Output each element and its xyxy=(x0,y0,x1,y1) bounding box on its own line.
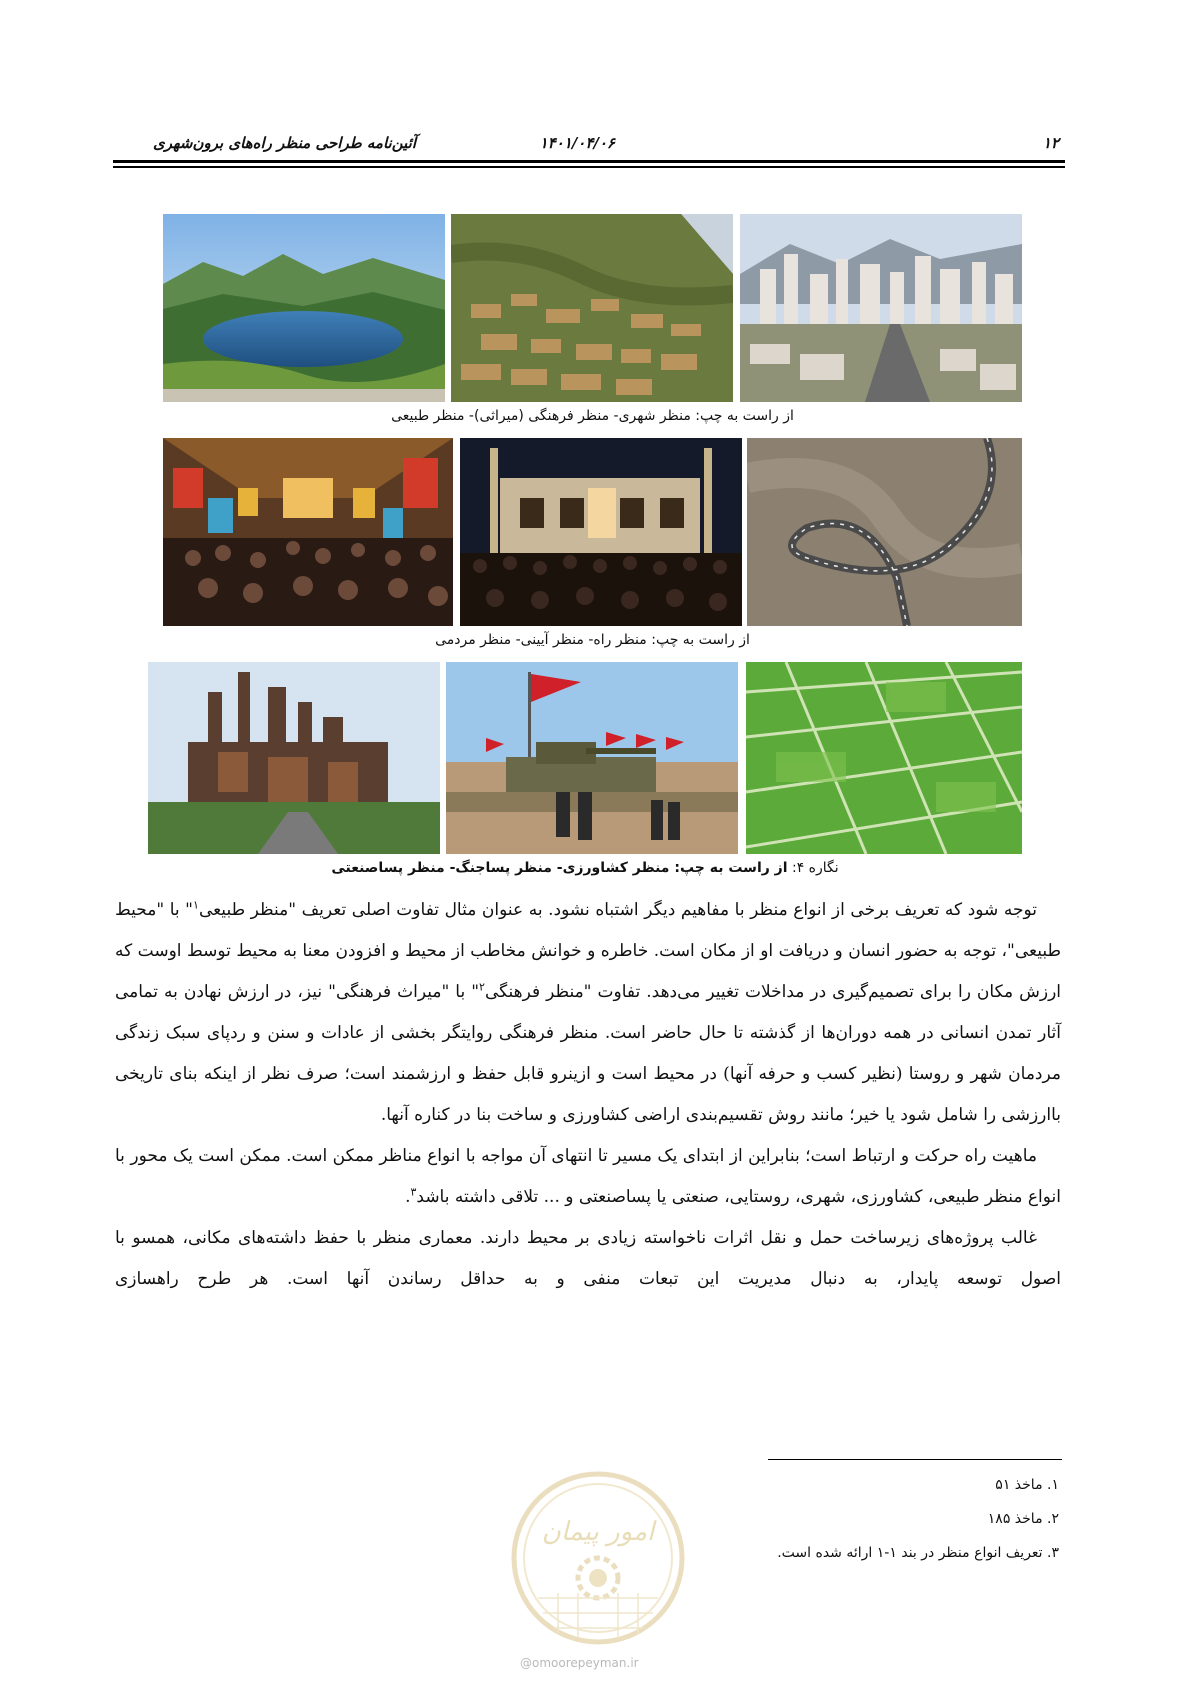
footnote-2: ۲. ماخذ ۱۸۵ xyxy=(987,1511,1059,1527)
photo-agricultural xyxy=(746,662,1022,854)
page-header xyxy=(113,128,1065,160)
paragraph-2-part-b: . xyxy=(405,1187,411,1207)
header-rule-thick xyxy=(113,160,1065,163)
footnotes xyxy=(777,1468,1059,1570)
photo-urban-landscape xyxy=(740,214,1022,402)
figure-label: نگاره ۴: xyxy=(791,860,839,876)
paragraph-3: غالب پروژه‌های زیرساخت حمل و نقل اثرات ناخواسته زیادی بر محیط دارند. معماری منظر با حفظ داشته‌های مکانی، همسو با اصول توسعه پایدار، به دنبال مدیریت این تبعات منفی و به حداقل رساندن آنها است. هر طرح راهسازی xyxy=(115,1228,1061,1289)
footnote-1: ۱. ماخذ ۵۱ xyxy=(995,1477,1059,1493)
header-rule-thin xyxy=(113,166,1065,168)
photo-ritual-gathering xyxy=(460,438,742,626)
body-text xyxy=(115,890,1061,1300)
paragraph-1-part-a: توجه شود که تعریف برخی از انواع منظر با مفاهیم دیگر اشتباه نشود. به عنوان مثال تفاوت اصلی تعریف "منظر طبیعی xyxy=(198,900,1037,920)
paragraph-1 xyxy=(115,890,1061,1136)
photo-post-industrial xyxy=(148,662,440,854)
paragraph-2 xyxy=(115,1136,1061,1218)
footnote-ref-3[interactable]: ۳ xyxy=(410,1185,417,1199)
figure-caption-row1: از راست به چپ: منظر شهری- منظر فرهنگی (میراثی)- منظر طبیعی xyxy=(391,408,794,424)
header-date: ۱۴۰۱/۰۴/۰۶ xyxy=(539,134,615,152)
figure-caption-row3 xyxy=(148,860,1022,876)
footnote-rule xyxy=(768,1459,1062,1460)
photo-mountain-road xyxy=(747,438,1022,626)
header-title: آئین‌نامه طراحی منظر راه‌های برون‌شهری xyxy=(153,134,416,152)
figure-caption-row2: از راست به چپ: منظر راه- منظر آیینی- منظر مردمی xyxy=(435,632,750,648)
paragraph-1-part-c: " با "میراث فرهنگی" نیز، در ارزش نهادن به تمامی آثار تمدن انسانی در همه دوران‌ها از گذشته تا حال حاضر است. منظر فرهنگی روایتگر بخشی از عادات و سنن و ردپای سبک زندگی مردمان شهر و روستا (نظیر کسب و حرفه آنها) در محیط است و ازینرو قابل حفظ و ارزشمند است؛ صرف نظر از اینکه بنای تاریخی باارزشی را شامل شود یا خیر؛ مانند روش تقسیم‌بندی اراضی کشاورزی و ساخت بنا در کناره آنها. xyxy=(115,982,1061,1125)
paragraph-2-part-a: ماهیت راه حرکت و ارتباط است؛ بنابراین از ابتدای یک مسیر تا انتهای آن مواجه با انواع مناظر ممکن است. ممکن است یک محور با انواع منظر طبیعی، کشاورزی، شهری، روستایی، صنعتی یا پساصنعتی و ... تلاقی داشته باشد xyxy=(115,1146,1061,1207)
photo-cultural-village xyxy=(451,214,733,402)
footnote-ref-2[interactable]: ۲ xyxy=(479,980,485,994)
figure-caption-bold: از راست به چپ: منظر کشاورزی- منظر پساجنگ- منظر پساصنعتی xyxy=(331,860,788,876)
watermark-url[interactable]: @omoorepeyman.ir xyxy=(520,1656,639,1670)
paragraph-1-part-b: " با "محیط طبیعی"، توجه به حضور انسان و دریافت او از مکان است. خاطره و خوانش مخاطب از محیط و افزودن معنا به محیط توسط اوست که ارزش مکان را برای تصمیم‌گیری در مداخلات تغییر می‌دهد. تفاوت "منظر فرهنگی xyxy=(115,900,1061,1002)
watermark-logo-text: امور پیمان xyxy=(541,1517,655,1547)
page-number: ۱۲ xyxy=(1042,134,1059,152)
photo-post-war xyxy=(446,662,738,854)
photo-bazaar-people xyxy=(163,438,453,626)
watermark-logo xyxy=(508,1468,688,1648)
photo-natural-landscape xyxy=(163,214,445,402)
footnote-3: ۳. تعریف انواع منظر در بند ۱-۱ ارائه شده است. xyxy=(777,1545,1059,1561)
footnote-ref-1[interactable]: ۱ xyxy=(193,898,199,912)
